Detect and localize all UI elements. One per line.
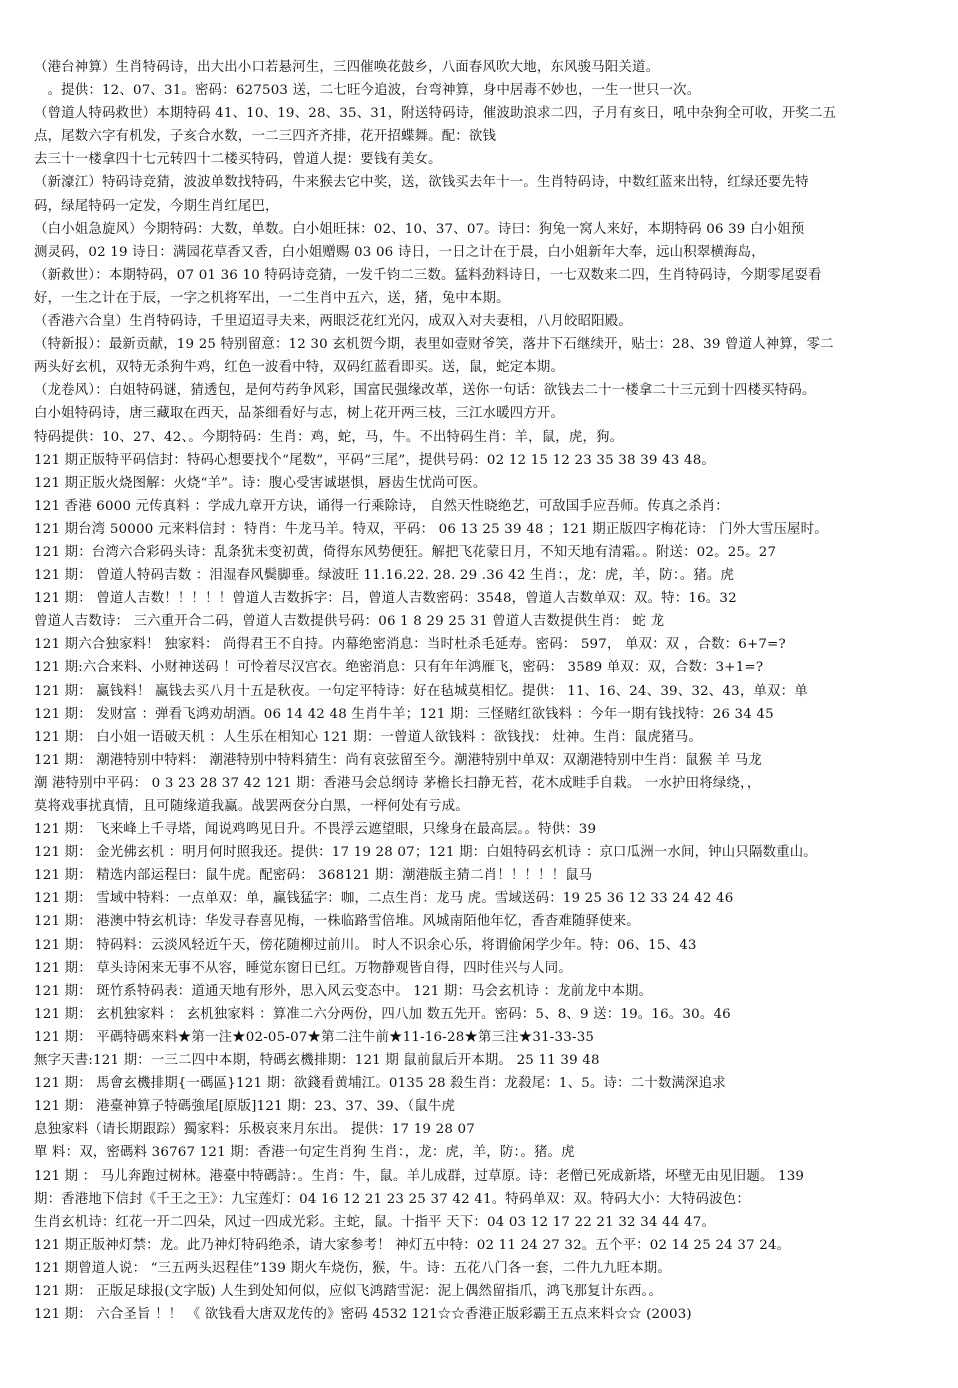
text-line: 121 期： 白小姐一语破天机 ：人生乐在相知心 121 期：一曾道人欲钱料 ：欲钱找： 灶神。生肖：鼠虎猪马。 (34, 729, 702, 745)
text-line: 去三十一楼拿四十七元转四十二楼买特码，曾道人提：要钱有美女。 (34, 152, 442, 168)
text-line: 121 期： 曾道人特码吉数 ：泪湿春风鬓脚垂。绿波旺 11.16.22. 28. 29 .36 42 生肖：，龙：虎，羊，防：。猪。虎 (34, 568, 735, 584)
text-line: 测灵码，02 19 诗日：满园花草香又香，白小姐赠赐 03 06 诗日，一日之计在于晨，白小姐新年大奉，远山积翠横海岛， (34, 244, 765, 260)
text-line: 特码提供：10、27、42、。今期特码：生肖：鸡，蛇，马，牛。不出特码生肖：羊，鼠，虎，狗。 (34, 429, 624, 445)
text-line: 121 香港 6000 元传真料 ：学成九章开方诀，诵得一行乘除诗， 自然天性晓绝艺，可敌国手应吾师。传真之杀肖： (34, 498, 729, 514)
text-line: 121 期： 馬會玄機排期{一碼區}121 期：欲錢看黄埔江。0135 28 殺生肖：龙殺尾：1、5。诗：二十数满深追求 (34, 1076, 726, 1092)
text-line: （曾道人特码救世）本期特码 41、10、19、28、35、31，附送特码诗，催波助浪求二四，子月有亥日，吼中杂狗全可收，开奖二五 (34, 106, 837, 122)
text-line: 121 期 ： 马儿奔跑过树林。港臺中特碼詩：。生肖：牛，鼠。羊儿成群，过草原。诗：老僧已死成新塔，坏壁无由见旧题。 139 (34, 1168, 805, 1184)
text-line: 曾道人吉数诗： 三六重开合二码，曾道人吉数提供号码：06 1 8 29 25 31 曾道人吉数提供生肖： 蛇 龙 (34, 614, 665, 630)
text-line: 点，尾数六字有机发，子亥合水数，一二三四齐齐排，花开招蝶舞。配：欲钱 (34, 129, 497, 145)
text-line: 期：香港地下信封《千王之王》：九宝莲灯：04 16 12 21 23 25 37 42 41。特码单双：双。特码大小：大特码波色： (34, 1191, 750, 1207)
text-line: 121 期： 港臺神算子特碼強尾[原版]121 期：23、37、39、（鼠牛虎 (34, 1099, 456, 1115)
text-line: 121 期： 特码料：云淡风轻近午天，傍花随柳过前川。 时人不识余心乐，将谓偷闲学少年。特：06、15、43 (34, 937, 697, 953)
text-line: （特新报）：最新贡献，19 25 特别留意：12 30 玄机贺今期，表里如壹财爷笑，落井下石继续开，贴士：28、39 曾道人神算，零二 (34, 337, 834, 353)
text-line: 121 期： 金光佛玄机 ：明月何时照我还。提供：17 19 28 07；121 期：白姐特码玄机诗 ：京口瓜洲一水间，钟山只隔数重山。 (34, 845, 817, 861)
text-line: 121 期： 发财富 ：弹看飞鸿劝胡酒。06 14 42 48 生肖牛羊；121 期：三怪赌红欲钱料 ：今年一期有钱找特：26 34 45 (34, 706, 774, 722)
text-line: （新救世）：本期特码，07 01 36 10 特码诗竞猜，一发千钧二三数。猛料劲料诗日，一七双数来二四，生肖特码诗，今期零尾耍看 (34, 267, 822, 283)
text-line: 121 期： 玄机独家料 ： 玄机独家料 ：算准二六分两份，四八加 数五先开。密码：5、8、9 送：19。16。30。46 (34, 1006, 731, 1022)
text-line: 121 期:六合来料、小财神送码 ！可怜着尽汉宫衣。绝密消息：只有年年鸿雁飞，密码： 3589 单双：双，合数：3+1=? (34, 660, 764, 676)
text-line: 121 期： 曾道人吉数！！！！！曾道人吉数拆字：吕，曾道人吉数密码：3548，曾道人吉数单双：双。特：16。32 (34, 591, 737, 607)
text-line: 121 期：台湾六合彩码头诗：乱条犹未变初黄，倚得东风势便狂。解把飞花蒙日月，不知天地有清霜。。附送：02。25。27 (34, 544, 777, 560)
text-line: 121 期： 六合圣旨 ！！ 《 欲钱看大唐双龙传的》密码 4532 121☆☆香港正版彩霸王五点来料☆☆ (2003) (34, 1307, 692, 1323)
text-line: 121 期： 平碼特碼來料★第一注★02-05-07★第二注牛前★11-16-28★第三注★31-33-35 (34, 1029, 595, 1045)
text-line: 息独家料（请长期跟踪）獨家料：乐极哀来月东出。 提供：17 19 28 07 (34, 1122, 475, 1138)
text-line: 两头好玄机，双特无杀狗牛鸡，红色一波看中特，双码红蓝看即买。送，鼠，蛇定本期。 (34, 360, 565, 376)
text-line: 121 期： 雪域中特料：一点单双：单，赢钱猛字：咖，二点生肖：龙马 虎。雪域送码：19 25 36 12 33 24 42 46 (34, 891, 734, 907)
text-line: 121 期台湾 50000 元来料信封 ：特肖：牛龙马羊。特双，平码： 06 13 25 39 48 ；121 期正版四字梅花诗： 门外大雪压屋时。 (34, 521, 828, 537)
text-line: 码，绿尾特码一定发，今期生肖红尾巴， (34, 198, 279, 214)
text-line: 121 期： 飞来峰上千寻塔，闻说鸡鸣见日升。不畏浮云遮望眼，只缘身在最高层。。特供：39 (34, 822, 597, 838)
text-line: 121 期： 赢钱料！ 赢钱去买八月十五是秋夜。一句定平特诗：好在毡城莫相忆。提供： 11、16、24、39、32、43，单双：单 (34, 683, 808, 699)
text-line: 121 期： 港澳中特玄机诗：华发寻春喜见梅，一株临路雪倍堆。风城南陌他年忆，香杳难随驿使来。 (34, 914, 640, 930)
text-line: 。提供：12、07、31。密码：627503 送，二七旺今追波，台弯神算，身中居毒不妙也，一生一世只一次。 (34, 83, 701, 99)
text-line: （新濠江）特码诗竞猜，波波单数找特码，牛来猴去它中奖，送，欲钱买去年十一。生肖特码诗，中数红蓝来出特，红绿还要先特 (34, 175, 809, 191)
document-text (34, 56, 926, 1326)
text-line: （香港六合皇）生肖特码诗，千里迢迢寻夫来，两眼泛花红光闪，成双入对夫妻相，八月皎昭阳殿。 (34, 314, 632, 330)
text-line: 白小姐特码诗，唐三藏取在西天，品茶细看好与志，树上花开两三枝，三江水暖四方开。 (34, 406, 565, 422)
text-line: （港台神算）生肖特码诗，出大出小口若悬河生，三四催唤花鼓乡，八面春风吹大地，东风骏马阳关道。 (34, 60, 660, 75)
text-line: 121 期曾道人说： “三五两头迟程佳”139 期火车烧伤，猴，牛。诗：五花八门各一套，二件九九旺本期。 (34, 1260, 671, 1276)
text-line: 121 期正版特平码信封：特码心想要找个“尾数”，平码“三尾”，提供号码：02 12 15 12 23 35 38 39 43 48。 (34, 452, 716, 468)
text-line: 121 期： 正版足球报(文字版) 人生到处知何似，应似飞鸿踏雪泥：泥上偶然留指爪，鸿飞那复计东西。。 (34, 1283, 663, 1299)
text-line: 121 期： 斑竹系特码表：道通天地有形外，思入风云变态中。 121 期：马会玄机诗 ：龙前龙中本期。 (34, 983, 653, 999)
text-line: 121 期六合独家料！ 独家料： 尚得君王不自持。内幕绝密消息：当时杜杀毛延寿。密码： 597， 单双：双 ，合数：6+7=? (34, 637, 786, 653)
text-line: 好，一生之计在于辰，一字之机将军出，一二生肖中五六，送，猪，兔中本期。 (34, 290, 510, 306)
text-line: 潮 港特别中平码： 0 3 23 28 37 42 121 期：香港马会总纲诗 茅檐长扫静无苔，花木成畦手自栽。 一水护田将绿绕，， (34, 775, 761, 791)
text-line: 莫将戏事扰真情，且可随缘道我赢。战罢两奁分白黑，一枰何处有亏成。 (34, 799, 469, 814)
text-line: 121 期正版神灯禁：龙。此乃神灯特码绝杀，请大家参考！ 神灯五中特：02 11 24 27 32。五个平：02 14 25 24 37 24。 (34, 1237, 791, 1253)
text-line: 121 期： 精选内部运程曰：鼠牛虎。配密码： 368121 期：潮港版主猜二肖！！！！！鼠马 (34, 868, 593, 884)
text-line: 生肖玄机诗：红花一开二四朵，风过一四成光彩。主蛇，鼠。十指平 天下：04 03 12 17 22 21 32 34 44 47。 (34, 1214, 716, 1230)
text-line: 無字天書:121 期：一三二四中本期，特碼玄機排期：121 期 鼠前鼠后开本期。 25 11 39 48 (34, 1053, 600, 1069)
text-line: （白小姐急旋风）今期特码：大数，单数。白小姐旺抹：02、10、37、07。诗曰：狗兔一窝人来好，本期特码 06 39 白小姐预 (34, 221, 805, 237)
text-line: 121 期： 潮港特别中特料： 潮港特别中特料猜生：尚有哀弦留至今。潮港特别中单双：双潮港特别中生肖：鼠猴 羊 马龙 (34, 752, 762, 768)
text-line: 121 期： 草头诗闲来无事不从容，睡觉东窗日已红。万物静观皆自得，四时佳兴与人同。 (34, 960, 572, 976)
text-line: 單 料：双，密碼料 36767 121 期：香港一句定生肖狗 生肖：，龙：虎，羊，防：。猪。虎 (34, 1145, 575, 1161)
text-line: 121 期正版火烧图解：火烧“羊”。诗：腹心受害诚堪惧，唇齿生忧尚可医。 (34, 475, 487, 491)
text-line: （龙卷风）：白姐特码谜，猜透包，是何芍药争风彩，国富民强缘改革，送你一句话：欲钱去二十一楼拿二十三元到十四楼买特码。 (34, 383, 816, 399)
